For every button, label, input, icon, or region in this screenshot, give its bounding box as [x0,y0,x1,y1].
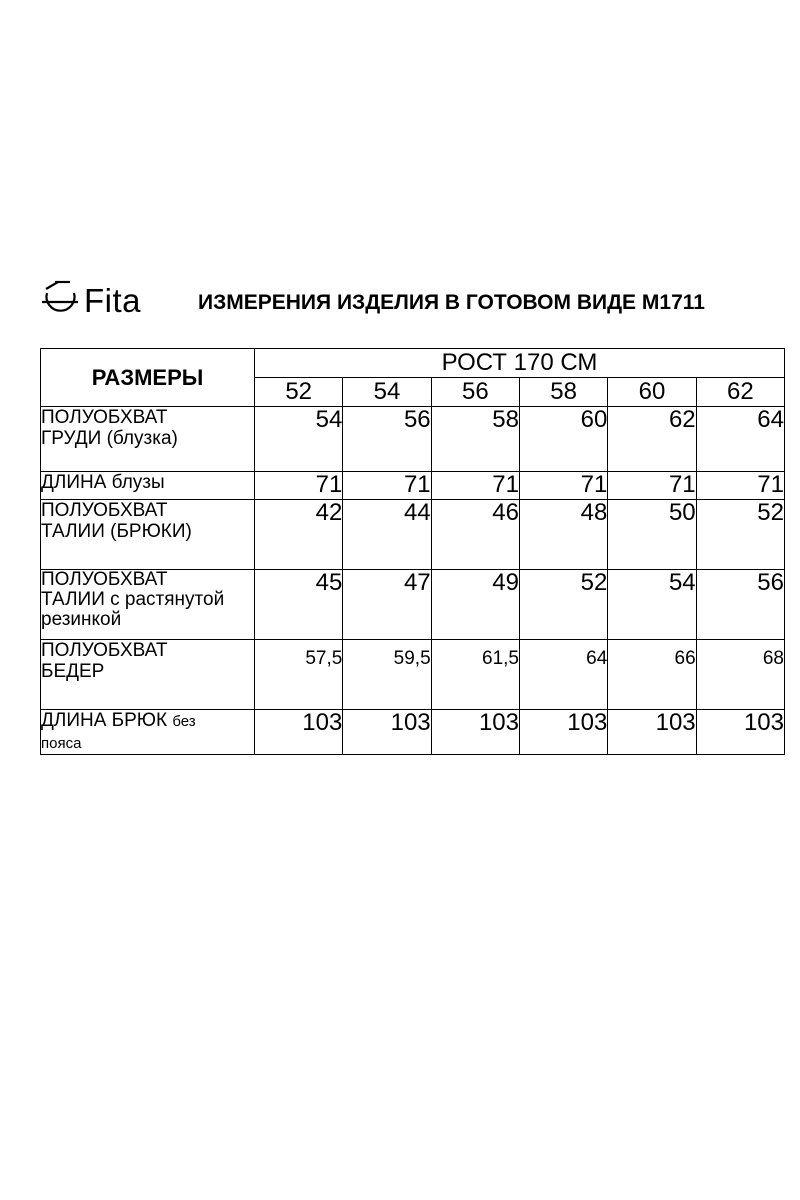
measurement-value: 71 [255,472,343,500]
measurement-value: 42 [255,500,343,570]
measurement-value: 64 [696,407,784,472]
measurement-value: 71 [431,472,519,500]
measurement-value: 62 [608,407,696,472]
measurement-value: 48 [519,500,607,570]
measurement-value: 64 [519,640,607,710]
measurement-value: 47 [343,570,431,640]
size-header-56: 56 [431,378,519,407]
measurement-value: 71 [519,472,607,500]
table-row [41,472,785,500]
measurement-value: 52 [519,570,607,640]
measurement-value: 68 [696,640,784,710]
size-header-62: 62 [696,378,784,407]
measurement-value: 52 [696,500,784,570]
measurement-value: 71 [696,472,784,500]
measurement-value: 60 [519,407,607,472]
measurement-value: 57,5 [255,640,343,710]
measurement-label [41,640,255,710]
page-title: ИЗМЕРЕНИЯ ИЗДЕЛИЯ В ГОТОВОМ ВИДЕ М1711 [198,291,705,314]
table-row [41,407,785,472]
measurement-value: 103 [255,710,343,755]
measurement-label [41,570,255,640]
measurement-value: 103 [431,710,519,755]
measurement-value: 46 [431,500,519,570]
measurement-label-main: ПОЛУОБХВАТ ТАЛИИ с растянутой резинкой [41,569,225,630]
table-row [41,570,785,640]
measurement-value: 56 [696,570,784,640]
measurement-value: 66 [608,640,696,710]
measurement-label-main: ПОЛУОБХВАТ ТАЛИИ (БРЮКИ) [41,500,192,542]
size-header-60: 60 [608,378,696,407]
measurement-label [41,500,255,570]
measurement-label [41,472,255,500]
size-header-58: 58 [519,378,607,407]
size-column-header: РАЗМЕРЫ [41,349,255,407]
size-header-52: 52 [255,378,343,407]
measurement-value: 103 [519,710,607,755]
measurement-label-main: ПОЛУОБХВАТ ГРУДИ (блузка) [41,407,178,449]
brand-logo [40,272,141,328]
measurement-value: 54 [608,570,696,640]
measurement-label [41,710,255,755]
measurement-value: 59,5 [343,640,431,710]
measurement-value: 44 [343,500,431,570]
measurement-value: 49 [431,570,519,640]
measurement-label [41,407,255,472]
brand-name: Fita [84,281,142,319]
fita-logo-icon [40,280,80,320]
measurement-value: 50 [608,500,696,570]
measurement-label-note: без пояса [41,713,196,752]
measurement-value: 71 [343,472,431,500]
measurement-label-main: ПОЛУОБХВАТ БЕДЕР [41,640,168,682]
measurement-value: 103 [608,710,696,755]
measurement-value: 71 [608,472,696,500]
measurement-value: 103 [343,710,431,755]
measurement-value: 61,5 [431,640,519,710]
measurement-label-main: ДЛИНА БРЮК [41,710,173,731]
table-header-row [41,349,785,378]
table-row [41,640,785,710]
size-header-54: 54 [343,378,431,407]
measurement-value: 103 [696,710,784,755]
measurement-value: 45 [255,570,343,640]
measurement-value: 58 [431,407,519,472]
height-group-header: РОСТ 170 СМ [255,349,785,378]
table-row [41,710,785,755]
measurement-value: 56 [343,407,431,472]
measurement-value: 54 [255,407,343,472]
header [40,272,760,328]
table-row [41,500,785,570]
measurement-label-main: ДЛИНА блузы [41,472,165,493]
size-table [40,348,785,755]
